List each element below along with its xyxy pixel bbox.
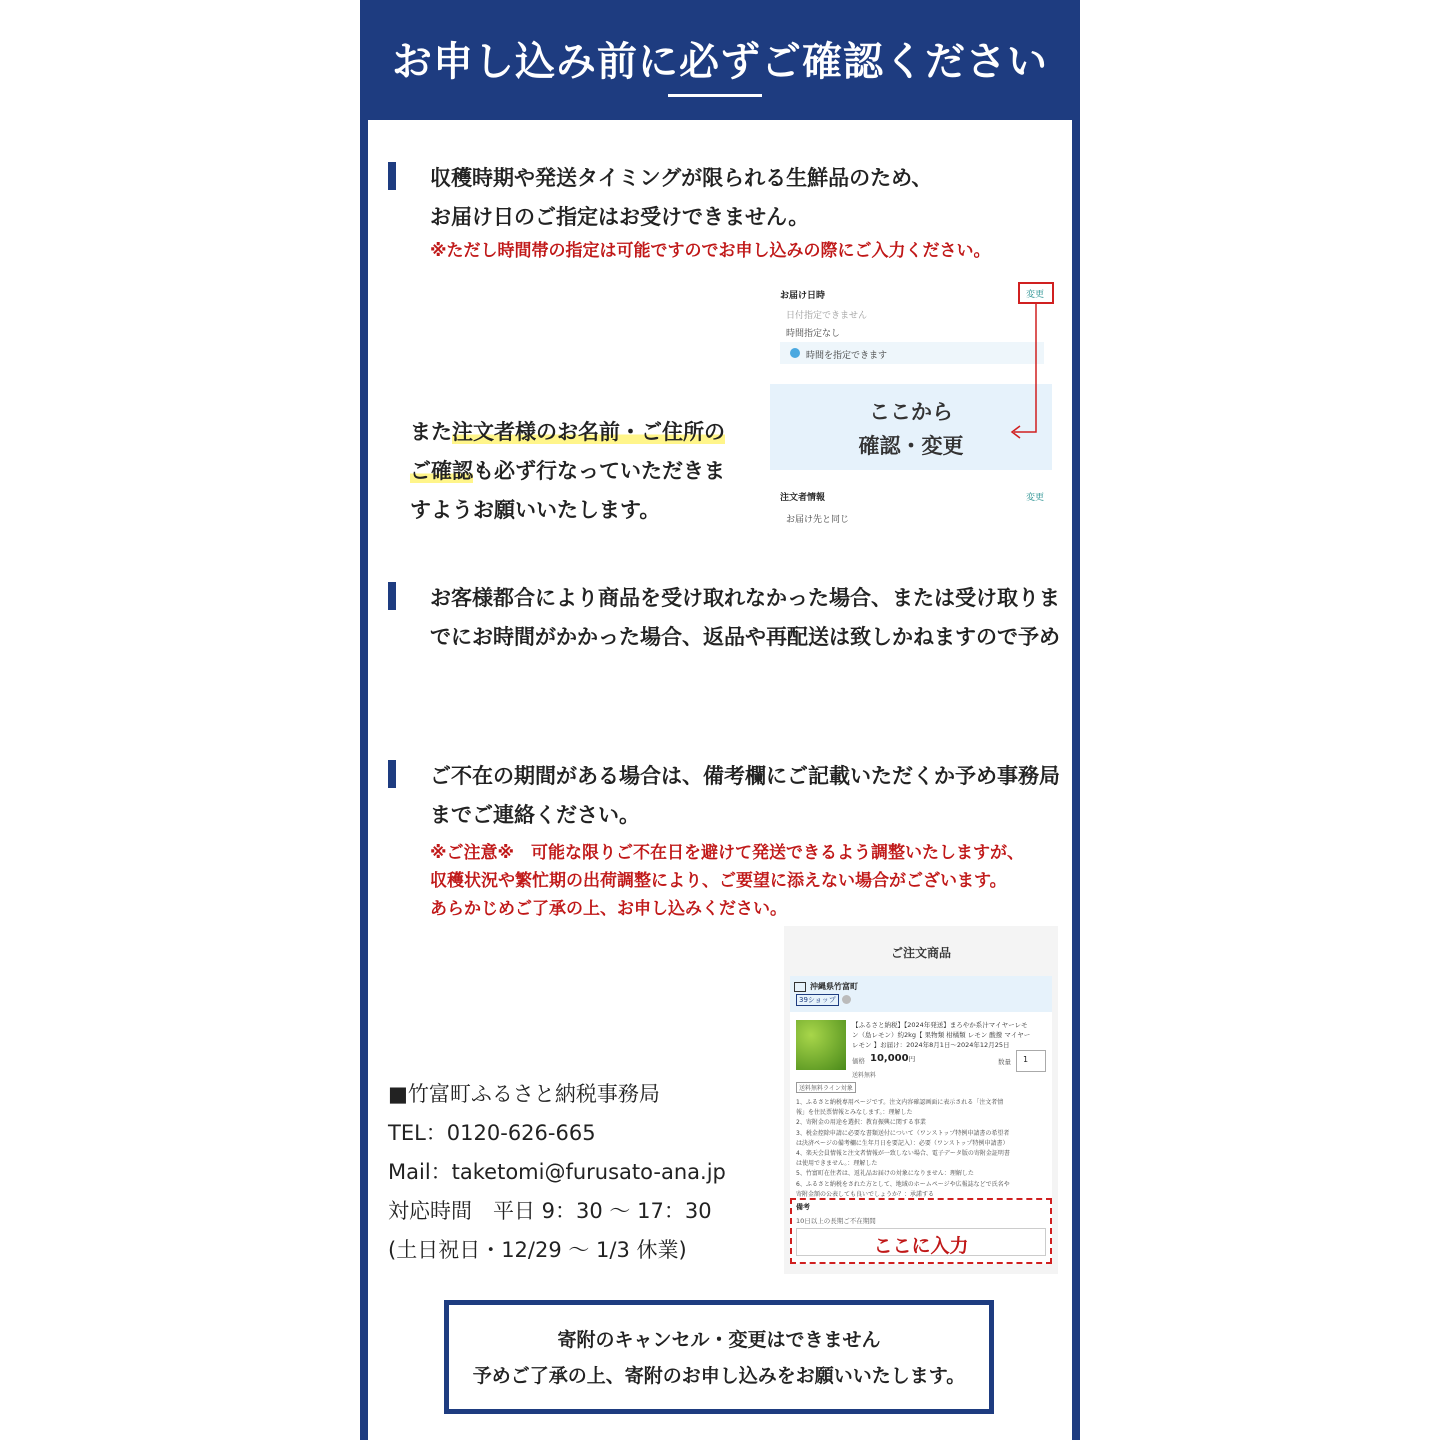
- shop-icon: [794, 982, 806, 992]
- section-bar: [388, 582, 396, 610]
- delivery-settings-screenshot: お届け日時 変更 日付指定できません 時間指定なし 時間を指定できます ここから 確認・変更 注文者情報 変更 お届け先と同じ: [770, 282, 1054, 532]
- section2-line1: お客様都合により商品を受け取れなかった場合、または受け取りま: [430, 586, 1060, 610]
- office-hours: 対応時間 平日 9：30 ～ 17：30: [388, 1199, 712, 1223]
- highlight-text: ご確認: [410, 459, 473, 483]
- delivery-heading: お届け日時: [780, 291, 826, 301]
- office-name: ■竹富町ふるさと納税事務局: [388, 1082, 660, 1106]
- lemon-image: [796, 1020, 846, 1070]
- section2-line2: でにお時間がかかった場合、返品や再配送は致しかねますので予め: [430, 625, 1060, 649]
- section3-note1: ※ご注意※ 可能な限りご不在日を避けて発送できるよう調整いたしますが、: [430, 843, 1025, 863]
- phone-number[interactable]: TEL：0120-626-665: [388, 1121, 596, 1145]
- page-title: お申し込み前に必ずご確認ください: [392, 39, 1048, 85]
- section-bar: [388, 760, 396, 788]
- orderer-change-link[interactable]: 変更: [1026, 493, 1045, 503]
- quantity-input[interactable]: 1: [1016, 1050, 1046, 1072]
- title-underline: [668, 94, 762, 97]
- highlight-text: 注文者様のお名前・ご住所の: [452, 420, 725, 444]
- section3-line2: までご連絡ください。: [430, 803, 640, 827]
- arrow-icon: [770, 282, 1054, 462]
- terms-list: 1、ふるさと納税専用ページです。注文内容確認画面に表示される「注文者情 報」を住民票情報とみなします。：理解した 2、寄附金の用途を選択：教育振興に関する事業 3、税金控除申請に必要な書類送付について（ワンストップ特例申請書の希望者 は決済ページの備考欄に生年月日を要記入）：必要（ワンストップ特例申請書） 4、楽天会員情報と注文者情報が一致しない場合、電子データ版の寄附金証明書 は使用できません。：理解した 5、竹富町在住者は、返礼品お届けの対象になりません：理解した 6、ふるさと納税をされた方として、地域のホームページや広報誌などで氏名や 寄附金額の公表しても良いでしょうか？：承諾する: [796, 1099, 1010, 1198]
- section-bar: [388, 162, 396, 190]
- product-card: 【ふるさと納税】【2024年発送】まろやか系汁マイヤーレモ ン（島レモン）約2kg【 果物類 柑橘類 レモン 酸撥 マイヤー レモン 】お届け：2024年8月1日～2024年12月25日 価格 10,000円 送料無料 数量 1 送料無料ライン対象 1、ふるさと納税専用ページです。注文内容確認画面に表示される「注文者情 報」を住民票情報とみなします。：理解した 2、寄附金の用途を選択：教育振興に関する事業 3、税金控除申請に必要な書類送付について（ワンストップ特例申請書の希望者 は決済ページの備考欄に生年月日を要記入）：必要（ワンストップ特例申請書） 4、楽天会員情報と注文者情報が一致しない場合、電子データ版の寄附金証明書 は使用できません。：理解した 5、竹富町在住者は、返礼品お届けの対象になりません：理解した 6、ふるさと納税をされた方として、地域のホームページや広報誌などで氏名や 寄附金額の公表しても良いでしょうか？：承諾する: [790, 1012, 1052, 1252]
- change-button[interactable]: 変更: [1018, 282, 1054, 304]
- cancellation-notice: 寄附のキャンセル・変更はできません 予めご了承の上、寄附のお申し込みをお願いいたします。: [444, 1300, 994, 1414]
- section1-line2: お届け日のご指定はお受けできません。: [430, 205, 810, 229]
- section3-note3: あらかじめご了承の上、お申し込みください。: [430, 899, 787, 919]
- order-item-screenshot: ご注文商品 沖縄県竹富町 39ショップ 【ふるさと納税】【2024年発送】まろやか系汁マイヤーレモ ン（島レモン）約2kg【 果物類 柑橘類 レモン 酸撥 マイヤー レモン 】お届け：2024年8月1日～2024年12月25日 価格 10,000円 送料無料 数量 1 送料無料ライン対象 1、ふるさと納税専用ページです。注文内容確認画面に表示される「注文者情 報」を住民票情報とみなします。：理解した 2、寄附金の用途を選択：教育振興に関する事業 3、税金控除申請に必要な書類送付について（ワンストップ特例申請書の希望者 は決済ページの備考欄に生年月日を要記入）：必要（ワンストップ特例申請書） 4、楽天会員情報と注文者情報が一致しない場合、電子データ版の寄附金証明書 は使用できません。：理解した 5、竹富町在住者は、返礼品お届けの対象になりません：理解した 6、ふるさと納税をされた方として、地域のホームページや広報誌などで氏名や 寄附金額の公表しても良いでしょうか？：承諾する 備考 10日以上の長期ご不在期間 ここに入力: [784, 926, 1058, 1274]
- email-address[interactable]: Mail：taketomi@furusato-ana.jp: [388, 1160, 726, 1184]
- confirm-paragraph: また注文者様のお名前・ご住所の ご確認も必ず行なっていただきま すようお願いいたします。: [410, 420, 725, 522]
- shop-header: 沖縄県竹富町 39ショップ: [790, 976, 1052, 1012]
- section3-line1: ご不在の期間がある場合は、備考欄にご記載いただくか予め事務局: [430, 764, 1060, 788]
- section1-line1: 収穫時期や発送タイミングが限られる生鮮品のため、: [430, 166, 933, 190]
- remarks-input[interactable]: ここに入力: [796, 1228, 1046, 1256]
- remarks-box[interactable]: 備考 10日以上の長期ご不在期間 ここに入力: [790, 1198, 1052, 1264]
- section3-note2: 収穫状況や繁忙期の出荷調整により、ご要望に添えない場合がございます。: [430, 871, 1007, 891]
- info-icon: [842, 995, 851, 1004]
- price: 10,000円: [870, 1053, 916, 1064]
- content-area: [368, 120, 1072, 1440]
- orderer-heading: 注文者情報: [780, 493, 826, 503]
- callout-box: ここから 確認・変更: [770, 384, 1052, 470]
- time-info-bar: 時間を指定できます: [780, 342, 1044, 364]
- section1-note: ※ただし時間帯の指定は可能ですのでお申し込みの際にご入力ください。: [430, 241, 991, 261]
- office-holidays: (土日祝日・12/29 ～ 1/3 休業): [388, 1238, 687, 1262]
